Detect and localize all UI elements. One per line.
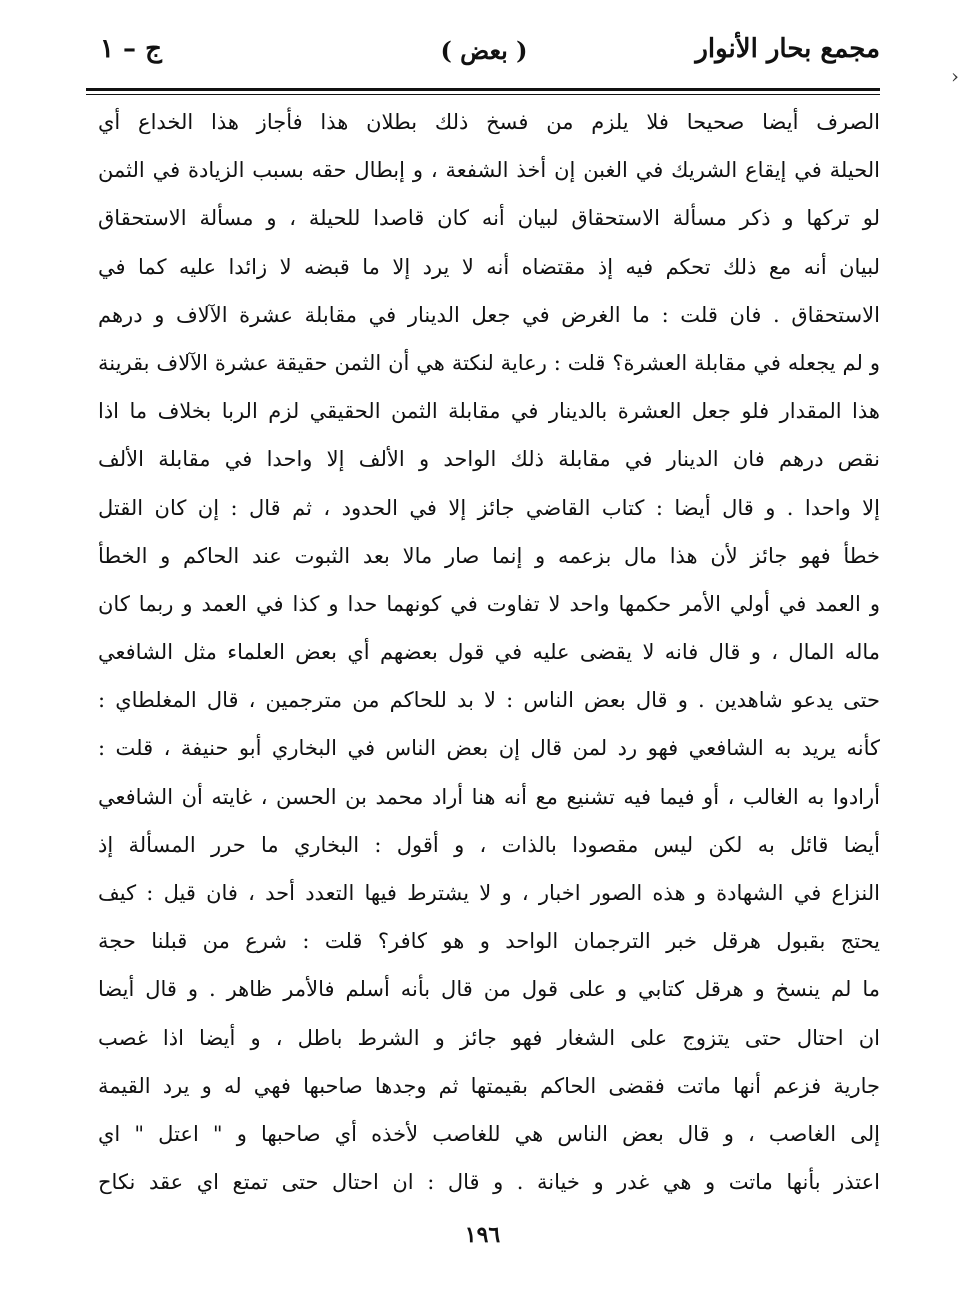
volume-number: ج – ١ bbox=[100, 34, 162, 64]
text-line: ان احتال حتى يتزوج على الشغار فهو جائز و الشرط باطل ، و أيضا اذا غصب bbox=[98, 1025, 880, 1050]
header-rule-thick bbox=[86, 88, 880, 91]
book-title: مجمع بحار الأنوار bbox=[695, 34, 880, 64]
running-header bbox=[88, 30, 880, 82]
text-line: و لم يجعله في مقابلة العشرة؟ قلت : رعاية لنكتة هي أن الثمن حقيقة عشرة الآلاف بقرينة bbox=[98, 350, 880, 375]
text-line: ماله المال ، و قال فانه لا يقضى عليه في قول بعضهم أي بعض العلماء مثل الشافعي bbox=[98, 640, 880, 665]
text-line: لو تركها و ذكر مسألة الاستحقاق لبيان أنه كان قاصدا للحيلة ، و مسألة الاستحقاق bbox=[98, 206, 880, 231]
text-line: نقص درهم فان الدينار في مقابلة ذلك الواحد و الألف إلا واحدا في مقابلة الألف bbox=[98, 447, 880, 472]
text-line: الاستحقاق . فان قلت : ما الغرض في جعل الدينار في مقابلة عشرة الآلاف و درهم bbox=[98, 302, 880, 327]
header-rule-thin bbox=[86, 94, 880, 95]
page-number: ١٩٦ bbox=[464, 1222, 501, 1248]
text-line: أيضا قائل به لكن ليس مقصودا بالذات ، و أقول : البخاري ما حرر المسألة إذ bbox=[98, 832, 880, 857]
text-line: يحتج بقبول هرقل خبر الترجمان الواحد و هو كافر؟ قلت : شرع من قبلنا حجة bbox=[98, 929, 880, 954]
text-line: النزاع في الشهادة و هذه الصور اخبار ، و لا يشترط فيها التعدد أحد ، فان قيل : كيف bbox=[98, 881, 880, 905]
body-text bbox=[98, 98, 880, 1206]
text-line: إلى الغاصب ، و قال بعض الناس هي للغاصب لأخذه أي صاحبها و " اعتل " اي bbox=[98, 1121, 880, 1146]
text-line: الصرف أيضا صحيحا فلا يلزم من فسخ ذلك بطلان هذا فأجاز هذا الخداع أي bbox=[98, 110, 880, 134]
text-line: اعتذر بأنها ماتت و هي غدر و خيانة . و قال : ان احتال حتى تمتع اي عقد نكاح bbox=[98, 1170, 880, 1195]
text-line: جارية فزعم أنها ماتت فقضى الحاكم بقيمتها ثم وجدها صاحبها فهي له و يرد القيمة bbox=[98, 1073, 880, 1098]
text-line: هذا المقدار فلو جعل العشرة بالدينار في مقابلة الثمن الحقيقي لزم الربا بخلاف ما اذا bbox=[98, 399, 880, 424]
margin-mark: › bbox=[951, 64, 959, 88]
text-line: إلا واحدا . و قال أيضا : كتاب القاضي جائز إلا في الحدود ، ثم قال : إن كان القتل bbox=[98, 495, 880, 520]
text-line: و العمد في أولي الأمر حكمها واحد لا تفاوت في كونهما حدا و كذا في العمد و ربما كان bbox=[98, 591, 880, 616]
text-line: أرادوا به الغالب ، أو فيما فيه تشنيع مع أنه هنا أراد محمد بن الحسن ، غايته أن الشافعي bbox=[98, 784, 880, 809]
entry-word: ( بعض ) bbox=[440, 36, 528, 65]
text-line: كأنه يريد به الشافعي فهو رد لمن قال إن بعض الناس في البخاري أبو حنيفة ، قلت : bbox=[98, 736, 880, 761]
text-line: لبيان أنه مع ذلك تحكم فيه إذ مقتضاه أنه لا يرد إلا ما قبضه لا زائدا عليه كما في bbox=[98, 254, 880, 279]
text-line: حتى يدعو شاهدين . و قال بعض الناس : لا بد للحاكم من مترجمين ، قال المغلطاي : bbox=[98, 688, 880, 713]
text-line: الحيلة في إيقاع الشريك في الغبن إن أخذ الشفعة ، و إبطال حقه بسبب الزيادة في الثمن bbox=[98, 158, 880, 183]
text-line: خطأ فهو جائز لأن هذا مال بزعمه و إنما صار مالا بعد الثبوت عند الحاكم و الخطأ bbox=[98, 543, 880, 568]
text-line: ما لم ينسخ و هرقل كتابي و على قول من قال بأنه أسلم فالأمر ظاهر . و قال أيضا bbox=[98, 977, 880, 1002]
